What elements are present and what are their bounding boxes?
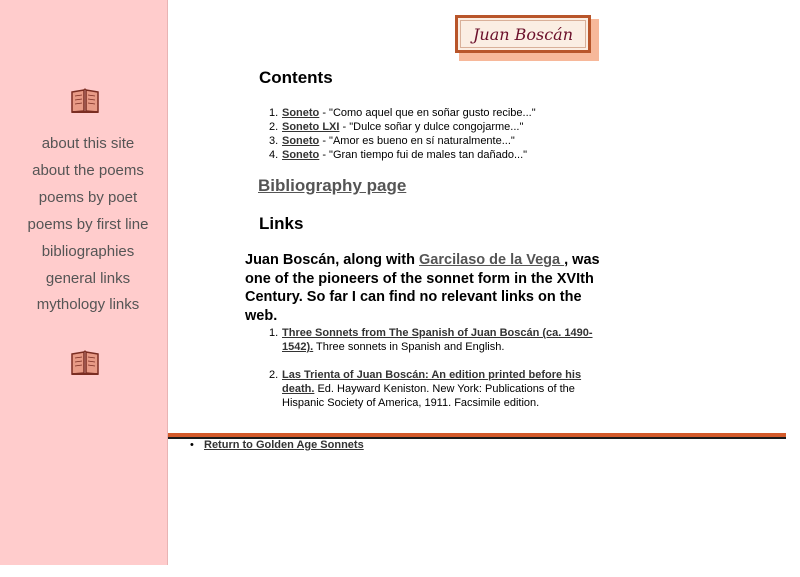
poem-first-line: - "Dulce soñar y dulce congojarme..." [339, 121, 524, 133]
garcilaso-link[interactable]: Garcilaso de la Vega [419, 252, 565, 268]
poem-list [269, 106, 536, 162]
list-number: 2. [269, 369, 279, 381]
contents-heading: Contents [259, 68, 333, 87]
logo-text: Juan Boscán [460, 20, 586, 48]
poem-link[interactable]: Soneto [282, 107, 320, 119]
links-intro-paragraph [245, 251, 615, 326]
sidebar [0, 0, 168, 565]
nav-about-the-poems[interactable]: about the poems [32, 162, 144, 179]
poem-link[interactable]: Soneto [282, 149, 320, 161]
list-item [269, 120, 536, 134]
open-book-icon [70, 86, 100, 114]
list-item [269, 106, 536, 120]
external-link[interactable]: Las Trienta of Juan Boscán: An edition printed before his death. [282, 369, 582, 395]
nav-mythology-links[interactable]: mythology links [36, 296, 140, 313]
poem-first-line: - "Como aquel que en soñar gusto recibe..." [319, 107, 536, 119]
list-number: 1. [269, 107, 279, 119]
logo-frame [455, 15, 591, 53]
bullet-icon: • [190, 439, 194, 451]
list-number: 4. [269, 149, 279, 161]
list-number: 3. [269, 135, 279, 147]
return-link[interactable]: Return to Golden Age Sonnets [204, 439, 364, 451]
intro-text: , was one of the pioneers of the sonnet form in the XVIth Century. So far I can find no relevant links on the web. [245, 252, 600, 325]
poem-first-line: - "Gran tiempo fui de males tan dañado..." [319, 149, 528, 161]
open-book-icon [70, 348, 100, 376]
bibliography-page-link[interactable]: Bibliography page [258, 176, 407, 195]
poem-link[interactable]: Soneto [282, 135, 320, 147]
list-item [269, 326, 602, 354]
nav-about-this-site[interactable]: about this site [41, 135, 135, 152]
poem-first-line: - "Amor es bueno en sí naturalmente..." [319, 135, 515, 147]
poet-name-logo [455, 15, 597, 59]
nav-poems-by-poet[interactable]: poems by poet [38, 189, 138, 206]
list-item [269, 134, 536, 148]
nav-poems-by-first-line[interactable]: poems by first line [27, 216, 149, 233]
external-links-list [269, 326, 602, 410]
list-number: 2. [269, 121, 279, 133]
nav-general-links[interactable]: general links [45, 270, 131, 287]
list-number: 1. [269, 327, 279, 339]
external-link[interactable]: Three Sonnets from The Spanish of Juan Boscán (ca. 1490-1542). [282, 327, 593, 353]
nav-bibliographies[interactable]: bibliographies [41, 243, 135, 260]
link-description: Ed. Hayward Keniston. New York: Publications of the Hispanic Society of America, 1911. Facsimile edition. [282, 383, 575, 409]
links-heading: Links [259, 214, 304, 233]
return-row [190, 439, 364, 451]
intro-text: Juan Boscán, along with [245, 252, 420, 268]
link-description: Three sonnets in Spanish and English. [313, 341, 505, 353]
list-item [269, 148, 536, 162]
list-item [269, 368, 602, 410]
poem-link[interactable]: Soneto LXI [282, 121, 340, 133]
